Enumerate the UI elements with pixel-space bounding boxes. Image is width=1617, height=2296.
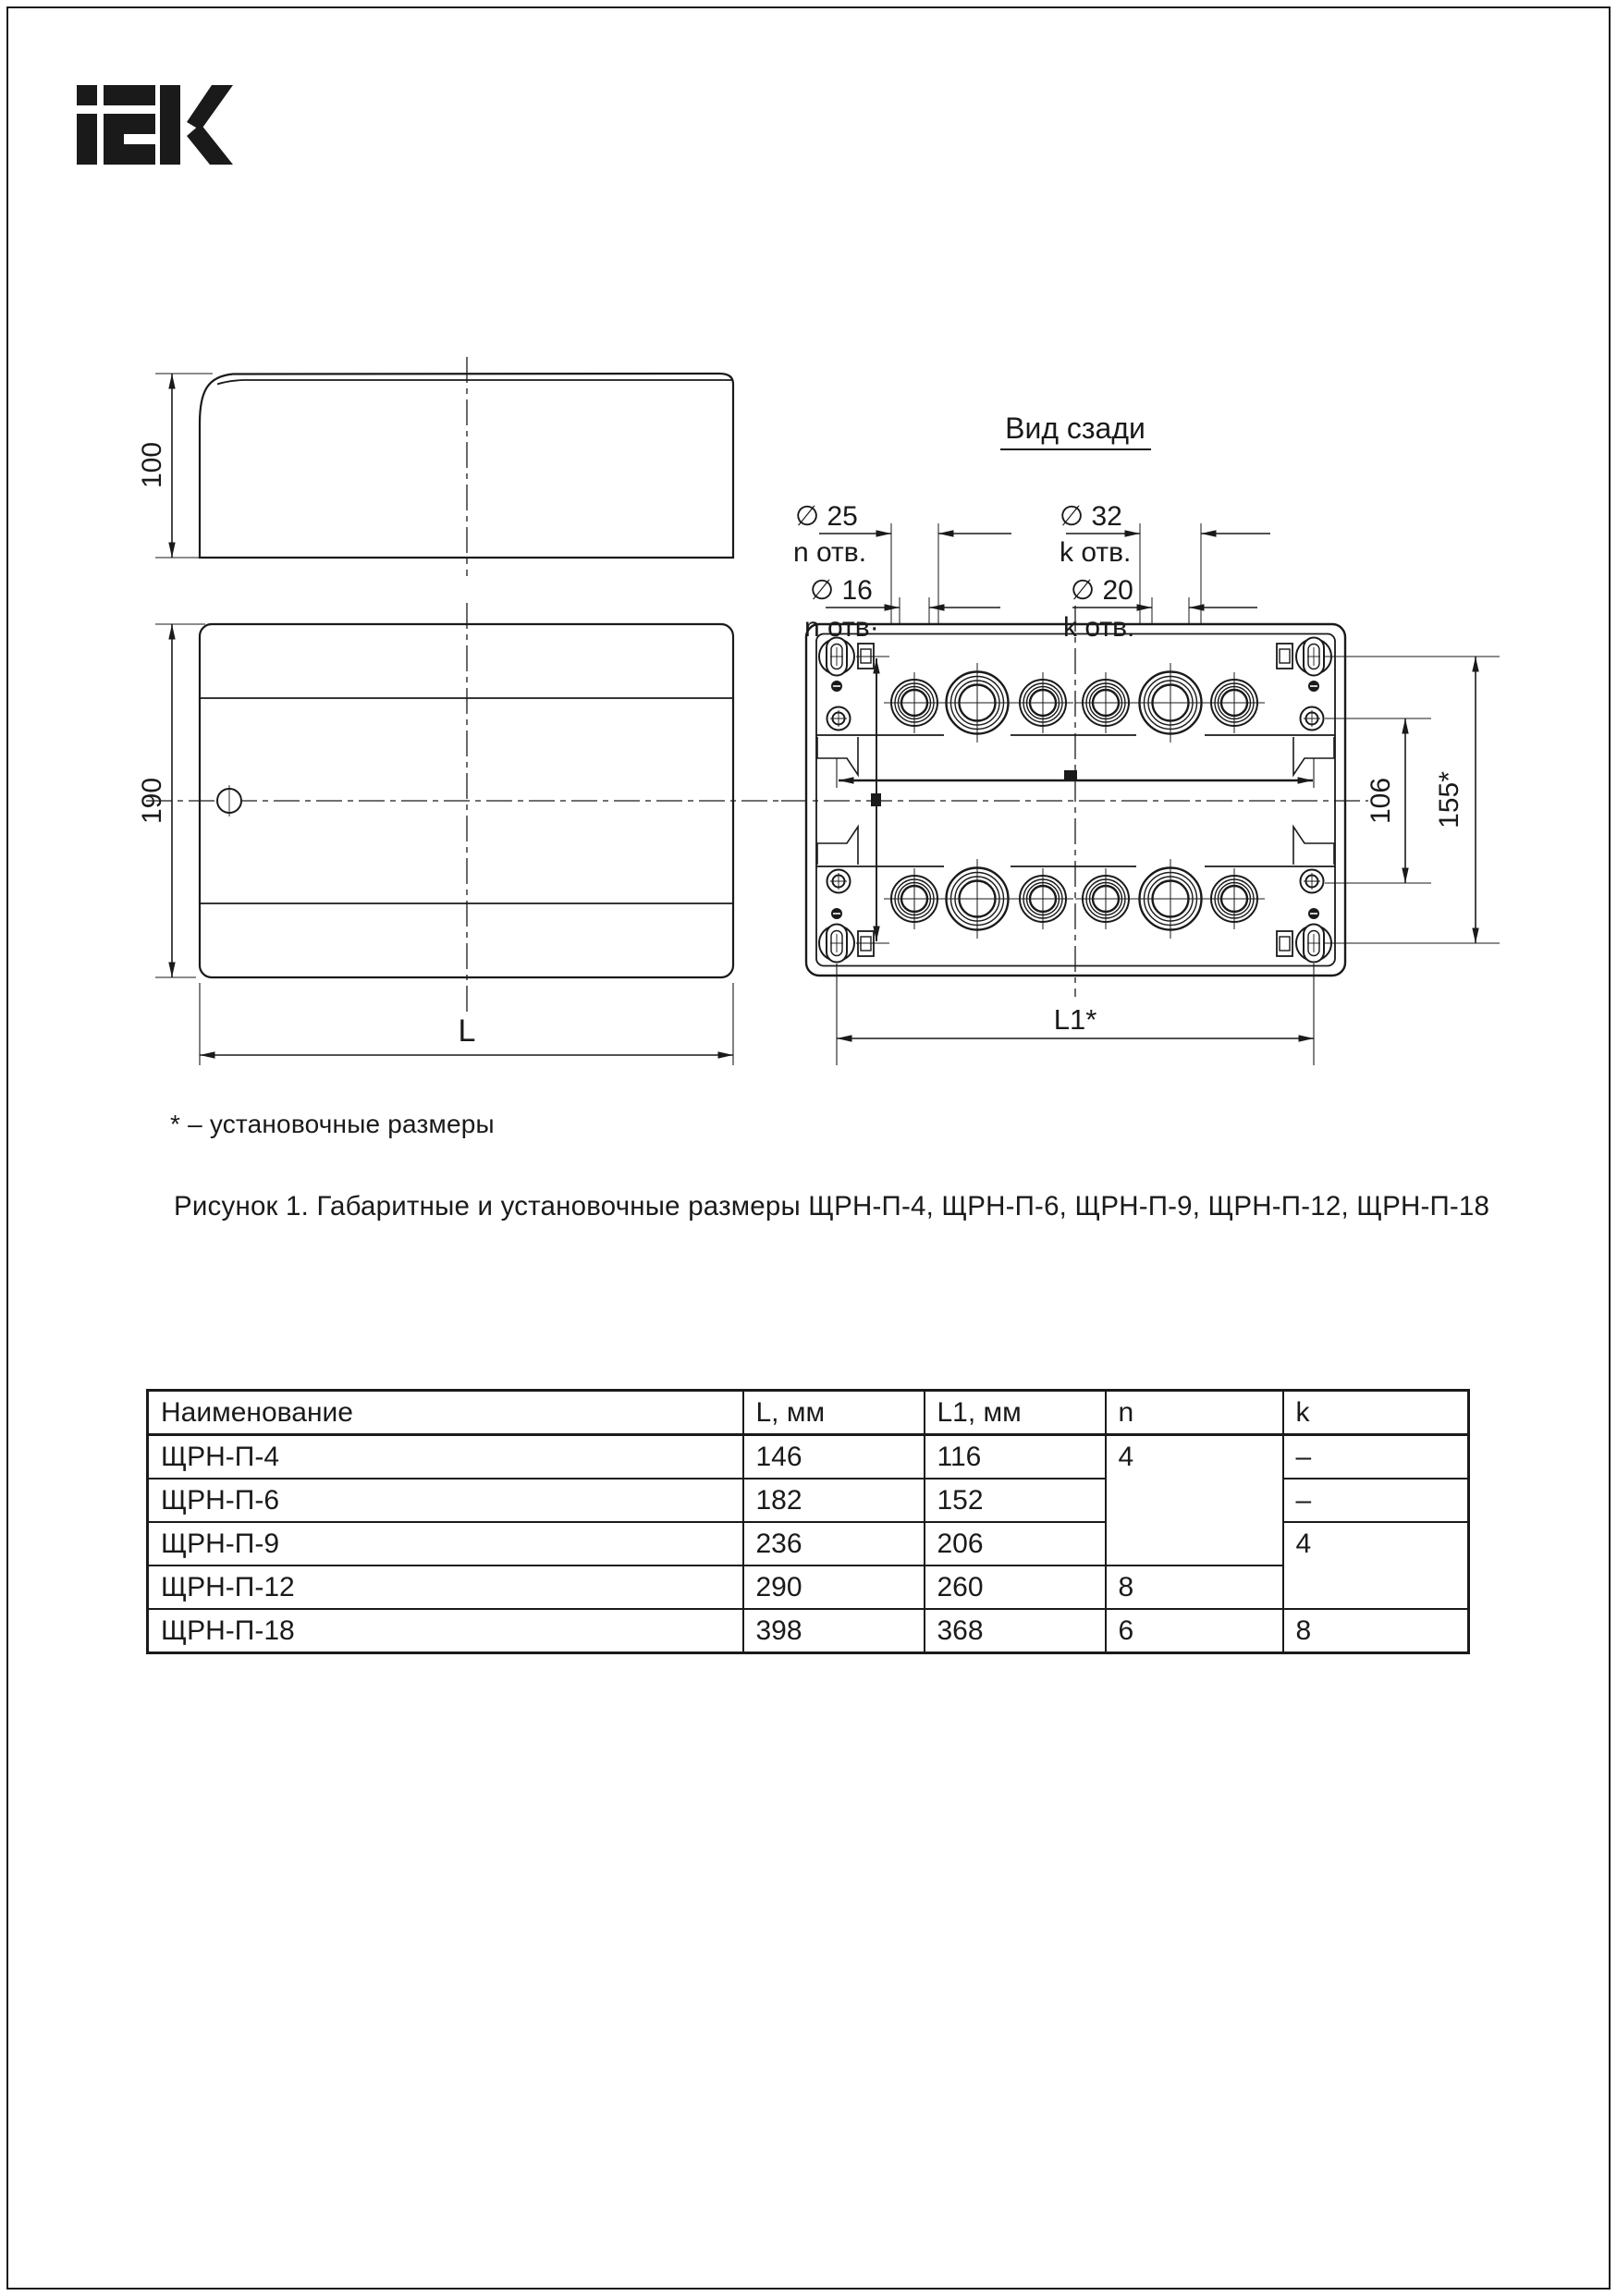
- dim-small-inner-qty: n отв·: [804, 612, 879, 643]
- front-view: [146, 603, 784, 1065]
- cell-name: ЩРН-П-9: [148, 1522, 743, 1565]
- dim-side-height-label: 100: [137, 441, 167, 489]
- col-header-k: k: [1283, 1391, 1469, 1435]
- cell-l1: 368: [925, 1609, 1106, 1653]
- dim-small-outer-label: ∅ 25: [795, 501, 858, 532]
- side-view: [155, 357, 733, 576]
- dim-hole-spacing-label: 106: [1366, 777, 1396, 825]
- dim-large-inner-qty: k отв.: [1063, 612, 1135, 643]
- cell-k: –: [1283, 1435, 1469, 1480]
- cell-k: 4: [1283, 1522, 1469, 1609]
- cell-name: ЩРН-П-4: [148, 1435, 743, 1480]
- figure-caption: Рисунок 1. Габаритные и установочные размеры ЩРН-П-4, ЩРН-П-6, ЩРН-П-9, ЩРН-П-12, ЩРН-П-18: [174, 1191, 1490, 1222]
- col-header-n: n: [1106, 1391, 1283, 1435]
- col-header-l: L, мм: [743, 1391, 925, 1435]
- dimensions-table: [146, 1389, 1470, 1654]
- dim-large-outer-qty: k отв.: [1060, 537, 1132, 568]
- cell-k: –: [1283, 1479, 1469, 1522]
- cell-n: 4: [1106, 1435, 1283, 1566]
- cell-n: 6: [1106, 1609, 1283, 1653]
- cell-name: ЩРН-П-6: [148, 1479, 743, 1522]
- cell-l: 398: [743, 1609, 925, 1653]
- rear-right-dimensions: [1324, 657, 1500, 943]
- table-row: [148, 1435, 1469, 1480]
- table-header-row: [148, 1391, 1469, 1435]
- rear-view-title: Вид сзади: [1005, 411, 1145, 445]
- cell-l: 146: [743, 1435, 925, 1480]
- footnote: * – установочные размеры: [170, 1110, 495, 1138]
- dim-mount-height-label: 155*: [1434, 771, 1464, 829]
- dim-front-width-label: L: [458, 1013, 476, 1049]
- dim-rear-width-label: L1*: [1053, 1003, 1097, 1036]
- iek-logo: [77, 85, 233, 165]
- cell-name: ЩРН-П-18: [148, 1609, 743, 1653]
- cell-l: 290: [743, 1565, 925, 1609]
- dim-large-outer-label: ∅ 32: [1060, 501, 1122, 532]
- cell-k: 8: [1283, 1609, 1469, 1653]
- dim-large-inner-label: ∅ 20: [1071, 575, 1133, 606]
- cell-l1: 152: [925, 1479, 1106, 1522]
- dim-small-outer-qty: n отв.: [793, 537, 867, 568]
- cell-l: 236: [743, 1522, 925, 1565]
- col-header-l1: L1, мм: [925, 1391, 1106, 1435]
- cell-l1: 260: [925, 1565, 1106, 1609]
- cell-n: 8: [1106, 1565, 1283, 1609]
- dim-front-height-label: 190: [137, 777, 167, 825]
- col-header-name: Наименование: [148, 1391, 743, 1435]
- cell-name: ЩРН-П-12: [148, 1565, 743, 1609]
- cell-l1: 206: [925, 1522, 1106, 1565]
- table-row: [148, 1609, 1469, 1653]
- cell-l1: 116: [925, 1435, 1106, 1480]
- table-row: [148, 1565, 1469, 1609]
- dim-small-inner-label: ∅ 16: [810, 575, 873, 606]
- cell-l: 182: [743, 1479, 925, 1522]
